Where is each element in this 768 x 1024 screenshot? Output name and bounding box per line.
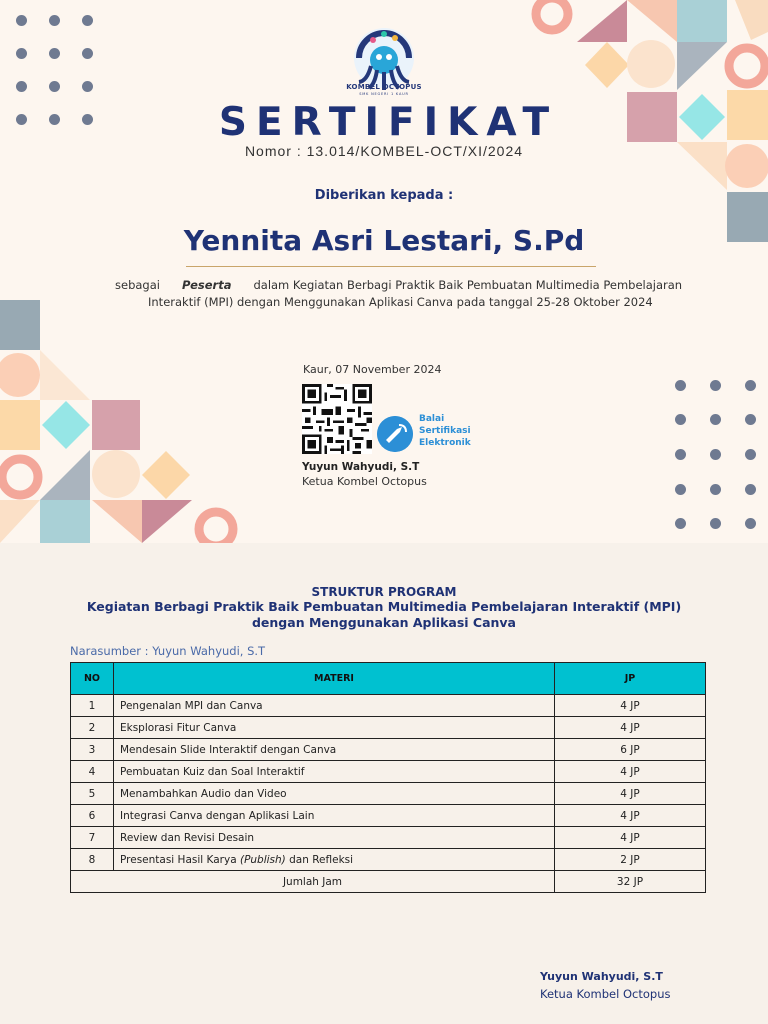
cell-no: 4	[71, 761, 114, 783]
signer-name: Yuyun Wahyudi, S.T	[302, 461, 420, 473]
program-page	[0, 543, 768, 1024]
narasumber-label: Narasumber : Yuyun Wahyudi, S.T	[70, 644, 266, 658]
bsre-text-line-2: Sertifikasi	[419, 426, 471, 436]
description-prefix: sebagai	[115, 278, 160, 292]
cell-no: 6	[71, 805, 114, 827]
place-date: Kaur, 07 November 2024	[303, 363, 442, 376]
cell-no: 2	[71, 717, 114, 739]
cell-jp: 2 JP	[555, 849, 706, 871]
signer-role: Ketua Kombel Octopus	[302, 475, 427, 488]
cell-materi: Pengenalan MPI dan Canva	[114, 695, 555, 717]
footer-signer-role: Ketua Kombel Octopus	[540, 987, 671, 1001]
header-materi: MATERI	[114, 663, 555, 695]
qr-code-icon	[302, 384, 372, 454]
cell-materi: Menambahkan Audio dan Video	[114, 783, 555, 805]
table-total-row	[71, 871, 706, 893]
cell-materi: Integrasi Canva dengan Aplikasi Lain	[114, 805, 555, 827]
cell-materi: Eksplorasi Fitur Canva	[114, 717, 555, 739]
table-row	[71, 695, 706, 717]
materi-text-italic: (Publish)	[239, 853, 286, 866]
cell-no: 8	[71, 849, 114, 871]
program-subheading: Kegiatan Berbagi Praktik Baik Pembuatan Multimedia Pembelajaran Interaktif (MPI) dengan Menggunakan Aplikasi Canva	[86, 599, 682, 630]
table-row	[71, 849, 706, 871]
cell-jp: 4 JP	[555, 717, 706, 739]
bsre-emblem-icon	[377, 416, 413, 452]
header-no: NO	[71, 663, 114, 695]
cell-materi: Pembuatan Kuiz dan Soal Interaktif	[114, 761, 555, 783]
cell-materi: Mendesain Slide Interaktif dengan Canva	[114, 739, 555, 761]
cell-no: 3	[71, 739, 114, 761]
bsre-text-line-3: Elektronik	[419, 438, 471, 448]
description-text-1: dalam Kegiatan Berbagi Praktik Baik Pembuatan Multimedia Pembelajaran	[253, 278, 683, 292]
table-row	[71, 783, 706, 805]
total-value: 32 JP	[555, 871, 706, 893]
cell-no: 1	[71, 695, 114, 717]
table-row	[71, 717, 706, 739]
certificate-title: SERTIFIKAT	[218, 100, 559, 145]
program-heading: STRUKTUR PROGRAM	[311, 585, 457, 599]
cell-materi	[114, 849, 555, 871]
table-header-row	[71, 663, 706, 695]
cell-jp: 4 JP	[555, 805, 706, 827]
geometric-pattern-bottom-left	[0, 300, 245, 543]
total-label: Jumlah Jam	[71, 871, 555, 893]
description-line-1	[115, 278, 682, 292]
cell-jp: 6 JP	[555, 739, 706, 761]
recipient-name: Yennita Asri Lestari, S.Pd	[183, 224, 585, 257]
cell-no: 7	[71, 827, 114, 849]
bsre-text-line-1: Balai	[419, 414, 445, 424]
cell-materi: Review dan Revisi Desain	[114, 827, 555, 849]
table-row	[71, 761, 706, 783]
certificate-number: Nomor : 13.014/KOMBEL-OCT/XI/2024	[244, 143, 524, 159]
description-line-2: Interaktif (MPI) dengan Menggunakan Aplikasi Canva pada tanggal 25-28 Oktober 2024	[148, 295, 653, 309]
logo-subtitle: SMK NEGERI 1 KAUR	[359, 92, 409, 96]
name-underline	[186, 266, 596, 267]
participant-role: Peserta	[181, 278, 232, 292]
given-to-label: Diberikan kepada :	[314, 188, 454, 203]
cell-jp: 4 JP	[555, 695, 706, 717]
table-row	[71, 805, 706, 827]
materi-text-post: dan Refleksi	[285, 853, 354, 866]
cell-jp: 4 JP	[555, 827, 706, 849]
bsre-logo	[377, 414, 477, 454]
header-jp: JP	[555, 663, 706, 695]
cell-jp: 4 JP	[555, 783, 706, 805]
logo-wordmark: KOMBEL OCTOPUS	[346, 83, 422, 91]
cell-jp: 4 JP	[555, 761, 706, 783]
program-table	[70, 662, 706, 893]
footer-signer-name: Yuyun Wahyudi, S.T	[540, 970, 663, 983]
materi-text-pre: Presentasi Hasil Karya	[120, 853, 240, 866]
cell-no: 5	[71, 783, 114, 805]
table-row	[71, 827, 706, 849]
table-row	[71, 739, 706, 761]
